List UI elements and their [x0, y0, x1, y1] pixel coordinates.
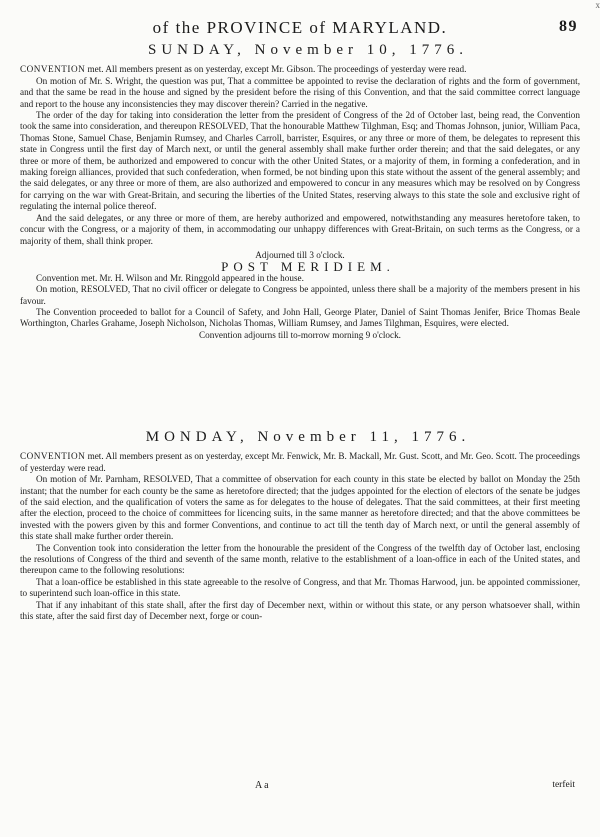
- running-title: of the PROVINCE of MARYLAND.: [152, 18, 448, 37]
- day1-section: [20, 42, 580, 341]
- day1-adjourn: Adjourned till 3 o'clock.: [255, 249, 345, 260]
- day2-paragraph-2: On motion of Mr. Parnham, RESOLVED, That a committee of observation for each county in this state be elected by ballot on Monday the 25th instant; that the number for each county be the same as heretofore directed; that the judges appointed for the election of electors of the senate be judges of the said election, and the qualification of voters the same as for delegates to the house of delegates. That the said committees, at their first meeting after the election, proceed to the choice of committees for licencing suits, in the same manner as heretofore directed; and that the above committees be invested with the powers given by this and former Conventions, and continue to act till the tenth day of March next, or until the general assembly of this state shall make further order therein.: [20, 474, 580, 542]
- day1-paragraph-1: [20, 64, 580, 75]
- post-meridiem-heading: POST MERIDIEM.: [221, 259, 395, 275]
- day1-paragraph-5: Convention met. Mr. H. Wilson and Mr. Ringgold appeared in the house.: [36, 272, 304, 283]
- day1-heading: SUNDAY, November 10, 1776.: [147, 42, 468, 58]
- day2-paragraph-3: The Convention took into consideration the letter from the honourable the president of the Congress of the twelfth day of October last, enclosing the resolutions of Congress of the third and seventh of the same month, relative to the establishment of a loan-office in each of the United states, and thereupon came to the following resolutions:: [20, 542, 580, 576]
- day1-lead-word: CONVENTION: [20, 64, 86, 75]
- day1-paragraph-4: And the said delegates, or any three or more of them, are hereby authorized and empowered, notwithstanding any measures heretofore taken, to concur with the Congress, or a majority of them, in accommodating our unhappy differences with Great-Britain, on such terms as the Congress, or a majority of them, shall think proper.: [20, 212, 580, 246]
- day2-heading: MONDAY, November 11, 1776.: [145, 429, 471, 445]
- signature-mark: A a: [255, 780, 269, 791]
- corner-mark: x: [595, 0, 600, 10]
- page-number: 89: [559, 18, 578, 35]
- day1-paragraph-6: On motion, RESOLVED, That no civil officer or delegate to Congress be appointed, unless there shall be a majority of the members present in his favour.: [20, 284, 580, 306]
- running-header: [0, 18, 600, 38]
- catchword: terfeit: [552, 780, 575, 790]
- day2-paragraph-5: That if any inhabitant of this state shall, after the first day of December next, within or without this state, or any person whatsoever shall, within this state, after the said first day of December next, forge or coun-: [20, 599, 580, 622]
- day1-paragraph-7: The Convention proceeded to ballot for a Council of Safety, and John Hall, George Plater, Daniel of Saint Thomas Jenifer, Brice Thomas Beale Worthington, Charles Grahame, Joseph Nicholson, Nicholas Thomas, William Rumsey, and James Tilghman, Esquires, were elected.: [20, 306, 580, 329]
- day1-adjourn-2: Convention adjourns till to-morrow morning 9 o'clock.: [199, 329, 401, 340]
- day2-paragraph-4: That a loan-office be established in this state agreeable to the resolve of Congress, and that Mr. Thomas Harwood, jun. be appointed commissioner, to superintend such loan-office in this state.: [20, 576, 580, 599]
- day2-paragraph-1: [20, 451, 580, 474]
- day2-p1-text: met. All members present as on yesterday, except Mr. Fenwick, Mr. B. Mackall, Mr. Gust. Scott, and Mr. Geo. Scott. The proceedings of yesterday were read.: [20, 451, 580, 473]
- day1-paragraph-3: The order of the day for taking into consideration the letter from the president of Congress of the 2d of October last, being read, the Convention took the same into consideration, and thereupon RESOLVED, That the honourable Matthew Tilghman, Esq; and Thomas Johnson, junior, William Paca, Thomas Stone, Samuel Chase, Benjamin Rumsey, and Charles Carroll, barrister, Esquires, or any three or more of them, be delegates to represent this state in Congress until the first day of March next, or until the general assembly shall make further order therein; and that the said delegates, or any three or more of them, be authorized and empowered to concur with the other United States, or a majority of them, in forming a confederation, and in making foreign alliances, provided that such confederation, when formed, be not binding upon this state without the assent of the general assembly; and the said delegates, or any three or more of them, are also authorized and empowered to concur in any measures which may be resolved on by Congress for carrying on the war with Great-Britain, and securing the liberties of the United States, reserving always to this state the sole and exclusive right of regulating the internal police thereof.: [20, 110, 580, 212]
- day2-section: [20, 429, 580, 623]
- day1-paragraph-2: On motion of Mr. S. Wright, the question was put, That a committee be appointed to revise the declaration of rights and the form of government, and that the same be read in the house and signed by the president before the rising of this Convention, and that the said committee correct language and report to the house any inconsistencies they may discover therein? Carried in the negative.: [20, 75, 580, 109]
- day2-lead-word: CONVENTION: [20, 451, 86, 462]
- day1-p1-text: met. All members present as on yesterday, except Mr. Gibson. The proceedings of yesterday were read.: [85, 64, 467, 75]
